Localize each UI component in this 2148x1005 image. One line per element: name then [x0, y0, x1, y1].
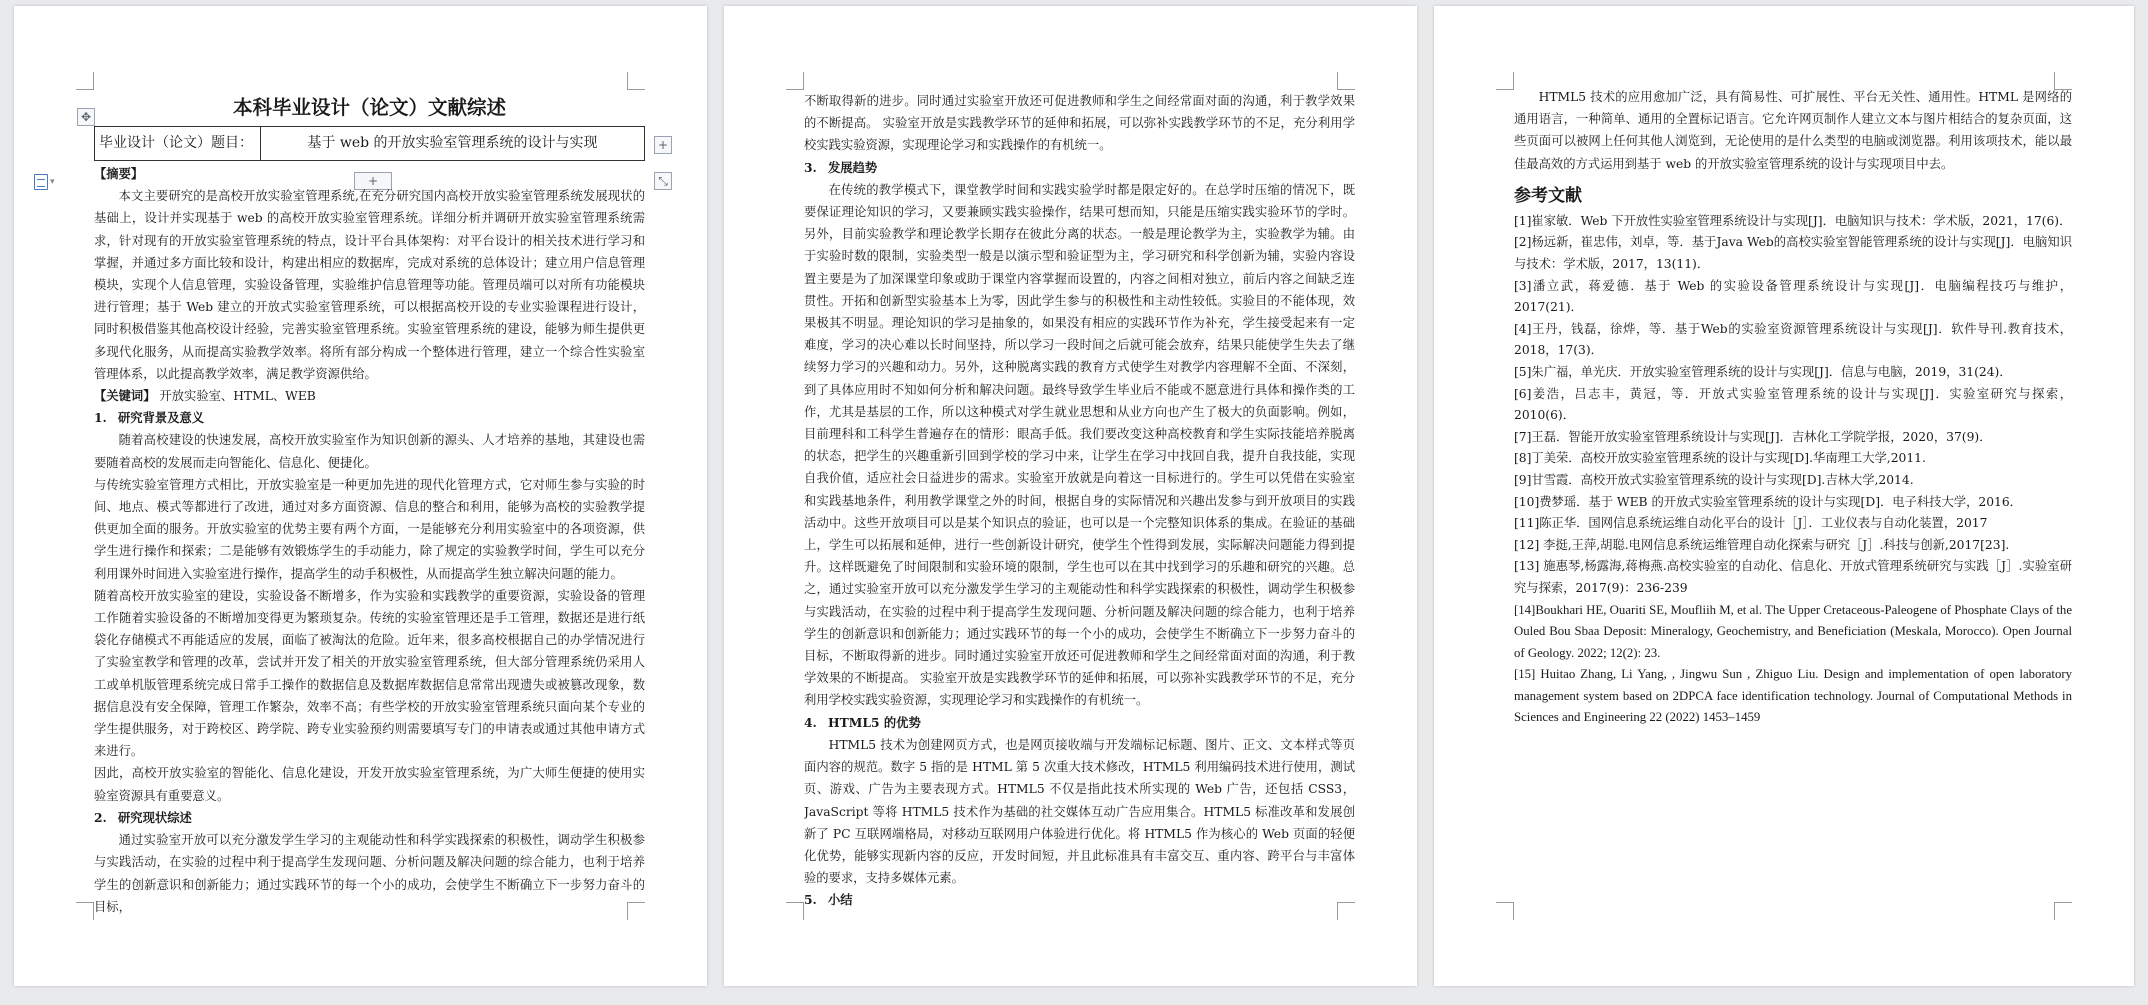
- section-heading-3: 3. 发展趋势: [804, 159, 878, 175]
- page-3-content[interactable]: [1514, 86, 2072, 926]
- page-corner-mark: [1496, 902, 1514, 920]
- body-paragraph: HTML5 技术的应用愈加广泛，具有简易性、可扩展性、平台无关性、通用性。HTML 是网络的通用语言，一种简单、通用的全置标记语言。它允许网页制作人建立文本与图片相结合的复杂页面，这些页面可以被网上任何其他人浏览到，无论使用的是什么类型的电脑或浏览器。利用该项技术，能以最佳最高效的方式运用到基于 web 的开放实验室管理系统的设计与实现项目中去。: [1514, 90, 2072, 171]
- body-paragraph: 随着高校建设的快速发展，高校开放实验室作为知识创新的源头、人才培养的基地，其建设也需要随着高校的发展而走向智能化、信息化、便捷化。: [94, 433, 645, 470]
- reference-item: [7]王磊．智能开放实验室管理系统设计与实现[J]．吉林化工学院学报，2020，37(9)．: [1514, 429, 1992, 444]
- page-corner-mark: [1337, 72, 1355, 90]
- topic-table[interactable]: [94, 126, 645, 161]
- chevron-down-icon: ▾: [50, 177, 55, 187]
- document-title: 本科毕业设计（论文）文献综述: [232, 96, 506, 119]
- body-paragraph: 因此，高校开放实验室的智能化、信息化建设，开发开放实验室管理系统，为广大师生便捷的使用实验室资源具有重要意义。: [94, 766, 645, 803]
- add-column-button[interactable]: +: [654, 136, 672, 154]
- abstract-heading: [94, 163, 645, 185]
- body-paragraph: 与传统实验室管理方式相比，开放实验室是一种更加先进的现代化管理方式，它对师生参与实验的时间、地点、模式等都进行了改进，通过对多方面资源、信息的整合和利用，能够为高校的实验教学提供更加全面的服务。开放实验室的优势主要有两个方面，一是能够充分利用实验室中的各项资源，供学生进行操作和探索；二是能够有效锻炼学生的手动能力，除了规定的实验教学时间，学生可以充分利用课外时间进入实验室进行操作，提高学生的动手积极性，从而提高学生独立解决问题的能力。: [94, 477, 645, 581]
- body-paragraph: 通过实验室开放可以充分激发学生学习的主观能动性和科学实践探索的积极性，调动学生积极参与实践活动，在实验的过程中利于提高学生发现问题、分析问题及解决问题的综合能力，也利于培养学生的创新意识和创新能力；通过实践环节的每一个小的成功，会使学生不断确立下一步努力奋斗的目标，: [94, 833, 645, 914]
- topic-label-cell[interactable]: 毕业设计（论文）题目：: [95, 127, 261, 161]
- section-heading-2: 2. 研究现状综述: [94, 809, 192, 825]
- reference-item: [14]Boukhari HE, Ouariti SE, Moufliih M, et al. The Upper Cretaceous-Paleogene of Phosphate Clays of the Ouled Bou Sbaa Deposit: Mineralogy, Geochemistry, and Beneficiation (Meskala, Morocco). Open Journal of Geology. 2022; 12(2): 23.: [1514, 602, 2072, 660]
- keywords-text: 开放实验室、HTML、WEB: [159, 389, 316, 404]
- reference-item: [10]费梦瑶．基于 WEB 的开放式实验室管理系统的设计与实现[D]．电子科技大学，2016．: [1514, 494, 2022, 509]
- page-corner-mark: [1496, 72, 1514, 90]
- abstract-paragraph: 本文主要研究的是高校开放实验室管理系统,在充分研究国内高校开放实验室管理系统发展现状的基础上，设计并实现基于 web 的高校开放实验室管理系统。详细分析并调研开放实验室管理系统需求，针对现有的开放实验室管理系统的特点，设计平台具体架构：对平台设计的相关技术进行学习和掌握，并通过多方面比较和设计，构建出相应的数据库，完成对系统的总体设计；建立用户信息管理模块，实现个人信息管理，实验设备管理，实验维护信息管理等功能。管理员端可以对所有功能模块进行管理；基于 Web 建立的开放式实验室管理系统，可以根据高校开设的专业实验课程进行设计，同时积极借鉴其他高校设计经验，完善实验室管理系统。实验室管理系统的建设，能够为师生提供更多现代化服务，从而提高实验教学效率。将所有部分构成一个整体进行管理，建立一个综合性实验室管理体系，以此提高教学效率，满足教学资源供给。: [94, 189, 645, 381]
- keywords-label: 【关键词】: [94, 388, 156, 404]
- reference-item: [1]崔家敏．Web 下开放性实验室管理系统设计与实现[J]．电脑知识与技术：学术版，2021，17(6)．: [1514, 213, 2072, 228]
- section-heading-5: 5. 小结: [804, 892, 853, 908]
- reference-item: [12] 李挺,王萍,胡聪.电网信息系统运维管理自动化探索与研究［J］.科技与创新,2017[23].: [1514, 537, 2010, 552]
- paragraph-tool-button[interactable]: [34, 174, 70, 192]
- references-heading: 参考文献: [1514, 185, 1582, 206]
- reference-item: [5]朱广福，单光庆．开放实验室管理系统的设计与实现[J]．信息与电脑，2019，31(24)．: [1514, 364, 2012, 379]
- references-list: [1514, 211, 2072, 729]
- body-paragraph: 随着高校开放实验室的建设，实验设备不断增多，作为实验和实践教学的重要资源，实验设备的管理工作随着实验设备的不断增加变得更为繁琐复杂。传统的实验室管理还是手工管理，数据还是进行纸袋化存储模式不再能适应的发展，面临了被淘汰的危险。近年来，很多高校根据自己的办学情况进行了实验室教学和管理的改革，尝试并开发了相关的开放实验室管理系统，但大部分管理系统仍采用人工或单机版管理系统完成日常手工操作的数据信息及数据库数据信息常常出现遗失或被篡改现象，数据信息没有安全保障，管理工作繁杂，效率不高；有些学校的开放实验室管理系统只面向某个专业的学生提供服务，对于跨校区、跨学院、跨专业实验预约则需要填写专门的申请表或通过其他申请方式来进行。: [94, 588, 645, 759]
- document-icon: [34, 174, 48, 190]
- reference-item: [11]陈正华．国网信息系统运维自动化平台的设计［J］．工业仪表与自动化装置，2017: [1514, 516, 1988, 531]
- reference-item: [3]潘立武，蒋爱德．基于 Web 的实验设备管理系统设计与实现[J]．电脑编程技巧与维护，2017(21)．: [1514, 278, 2072, 315]
- body-paragraph: 不断取得新的进步。同时通过实验室开放还可促进教师和学生之间经常面对面的沟通，利于教学效果的不断提高。 实验室开放是实践教学环节的延伸和拓展，可以弥补实践教学环节的不足，充分利用学校实践实验资源，实现理论学习和实践操作的有机统一。: [804, 94, 1355, 153]
- document-page-3: [1434, 6, 2134, 986]
- section-heading-4: 4. HTML5 的优势: [804, 714, 921, 730]
- reference-item: [13] 施惠琴,杨露海,蒋梅燕.高校实验室的自动化、信息化、开放式管理系统研究与实践［J］.实验室研究与探索，2017(9)：236-239: [1514, 559, 2072, 595]
- body-paragraph: HTML5 技术为创建网页方式，也是网页接收端与开发端标记标题、图片、正文、文本样式等页面内容的规范。数字 5 指的是 HTML 第 5 次重大技术修改，HTML5 利用编码技术进行使用，测试页、游戏、广告为主要表现方式。HTML5 不仅是指此技术所实现的 Web 广告，还包括 CSS3，JavaScript 等将 HTML5 技术作为基础的社交媒体互动广告应用集合。HTML5 标准改革和发展创新了 PC 互联网端格局，对移动互联网用户体验进行优化。将 HTML5 作为核心的 Web 页面的轻便化优势，能够实现新内容的反应，开发时间短，并且此标准具有丰富交互、重内容、跨平台与丰富体验的要求，支持多媒体元素。: [804, 737, 1355, 886]
- page-corner-mark: [627, 72, 645, 90]
- table-move-handle-icon[interactable]: ✥: [77, 108, 95, 126]
- page-corner-mark: [786, 72, 804, 90]
- body-paragraph: 在传统的教学模式下，课堂教学时间和实践实验学时都是限定好的。在总学时压缩的情况下，既要保证理论知识的学习，又要兼顾实践实验操作，结果可想而知，只能是压缩实践实验环节的学时。另外，目前实验教学和理论教学长期存在彼此分离的状态。一般是理论教学为主，实验教学为辅。由于实验时数的限制，实验类型一般是以演示型和验证型为主，学习研究和科学创新为辅，实验内容设置主要是为了加深课堂印象或助于课堂内容掌握而设置的，内容之间相对独立，前后内容之间缺乏连贯性。开拓和创新型实验基本上为零，因此学生参与的积极性和主动性较低。实验目的不能体现，效果极其不明显。理论知识的学习是抽象的，如果没有相应的实践环节作为补充，学生接受起来有一定难度，学习的决心难以长时间坚持，所以学习一段时间之后就可能会放弃，结果只能使学生失去了继续努力学习的兴趣和动力。另外，这种脱离实践的教育方式使学生对教学内容理解不全面、不深刻，到了具体应用时不知如何分析和解决问题。最终导致学生毕业后不能或不愿意进行具体和操作类的工作，尤其是基层的工作，所以这种模式对学生就业思想和从业方向也产生了极大的负面影响。例如，目前理科和工科学生普遍存在的情形：眼高手低。我们要改变这种高校教育和学生实际技能培养脱离的状态，把学生的兴趣重新引回到学校的学习中来，让学生在学习中找回自我，提升自我技能，实现自我价值，适应社会日益进步的需求。实验室开放就是向着这一目标进行的。学生可以凭借在实验室和实践基地条件，利用教学课堂之外的时间，根据自身的实际情况和兴趣出发参与到开放项目的实践活动中。这些开放项目可以是某个知识点的验证，也可以是一个完整知识体系的集成。在验证的基础上，学生可以拓展和延伸，进行一些创新设计研究，使学生个性得到发展，实际解决问题能力得到提升。这样既避免了时间限制和实验环境的限制，学生也可以在其中找到学习的乐趣和研究的兴趣。总之，通过实验室开放可以充分激发学生学习的主观能动性和科学实践探索的积极性，调动学生积极参与实践活动，在实验的过程中利于提高学生发现问题、分析问题及解决问题的综合能力，也利于培养学生的创新意识和创新能力；通过实践环节的每一个小的成功，会使学生不断确立下一步努力奋斗的目标，不断取得新的进步。同时通过实验室开放还可促进教师和学生之间经常面对面的沟通，利于教学效果的不断提高。 实验室开放是实践教学环节的延伸和拓展，可以弥补实践教学环节的不足，充分利用学校实践实验资源，实现理论学习和实践操作的有机统一。: [804, 182, 1355, 708]
- abstract-label: 【摘要】: [94, 166, 144, 181]
- document-page-2: [724, 6, 1417, 986]
- topic-value-cell[interactable]: 基于 web 的开放实验室管理系统的设计与实现: [261, 127, 645, 161]
- reference-item: [8]丁美荣．高校开放实验室管理系统的设计与实现[D].华南理工大学,2011.: [1514, 451, 1926, 466]
- page-corner-mark: [786, 902, 804, 920]
- keywords-line: [94, 385, 645, 407]
- add-row-button[interactable]: +: [354, 172, 392, 190]
- page-corner-mark: [76, 902, 94, 920]
- reference-item: [15] Huitao Zhang, Li Yang, , Jingwu Sun , Zhiguo Liu. Design and implementation of open laboratory management system based on 2DPCA face identification technology. Journal of Computational Methods in Sciences and Engineering 22 (2022) 1453–1459: [1514, 667, 2072, 725]
- page-2-content[interactable]: [804, 90, 1355, 926]
- page-corner-mark: [76, 72, 94, 90]
- reference-item: [6]姜浩，吕志丰，黄冠，等．开放式实验室管理系统的设计与实现[J]．实验室研究与探索，2010(6)．: [1514, 386, 2072, 423]
- document-page-1: [14, 6, 707, 986]
- reference-item: [4]王丹，钱磊，徐烨，等．基于Web的实验室资源管理系统设计与实现[J]．软件导刊.教育技术，2018，17(3)．: [1514, 321, 2072, 358]
- section-heading-1: 1. 研究背景及意义: [94, 410, 205, 426]
- reference-item: [2]杨远新，崔忠伟，刘卓，等．基于Java Web的高校实验室智能管理系统的设计与实现[J]．电脑知识与技术：学术版，2017，13(11)．: [1514, 235, 2072, 271]
- table-resize-handle-icon[interactable]: ⤡: [654, 172, 672, 190]
- page-1-content[interactable]: [94, 90, 645, 926]
- reference-item: [9]甘雪霞．高校开放式实验室管理系统的设计与实现[D].吉林大学,2014.: [1514, 472, 1914, 487]
